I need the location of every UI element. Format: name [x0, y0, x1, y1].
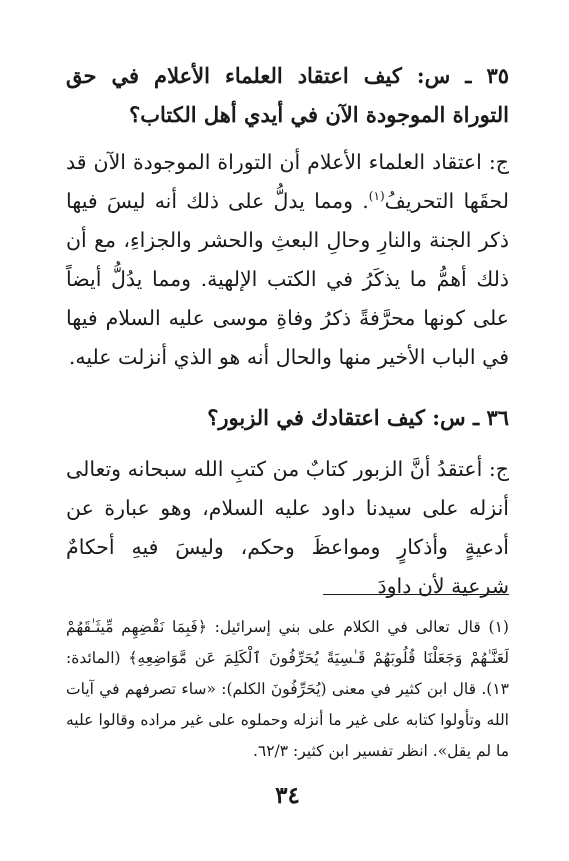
footnote-divider	[323, 594, 509, 595]
answer-35-text-part1: اعتقاد العلماء الأعلام أن التوراة الموجودة الآن قد لحقَها التحريفُ	[66, 150, 509, 213]
question-35	[66, 56, 509, 134]
answer-35-label: ج:	[488, 150, 509, 174]
answer-35	[66, 143, 509, 377]
footnote-1	[66, 612, 509, 767]
question-36-text: كيف اعتقادك في الزبور؟	[207, 405, 425, 430]
answer-36-label: ج:	[488, 457, 509, 481]
question-35-text: كيف اعتقاد العلماء الأعلام في حق التوراة الموجودة الآن في أيدي أهل الكتاب؟	[66, 63, 509, 127]
page-number: ٣٤	[275, 782, 300, 809]
book-page	[66, 0, 509, 861]
question-36-label: ٣٦ ـ س:	[432, 405, 509, 430]
footnote-marker: (١)	[488, 618, 509, 636]
question-36	[66, 398, 509, 437]
question-35-label: ٣٥ ـ س:	[416, 63, 510, 88]
answer-36-text: أعتقدُ أنَّ الزبور كتابٌ من كتبِ الله سبحانه وتعالى أنزله على سيدنا داود عليه السلام، وهو عبارة عن أدعيةٍ وأذكارٍ ومواعظَ وحكم، وليسَ فيهِ أحكامٌ شرعية لأن داودَ	[66, 457, 509, 598]
answer-35-text-part2: . ومما يدلُّ على ذلك أنه ليسَ فيها ذكر الجنة والنارِ وحالِ البعثِ والحشر والجزاءِ، مع أن ذلك أهمُّ ما يذكَرُ في الكتب الإلهية. ومما يدُلُّ أيضاً على كونها محرَّفةً ذكرُ وفاةِ موسى عليه السلام فيها في الباب الأخير منها والحال أنه هو الذي أنزلت عليه.	[66, 189, 509, 369]
footnote-text: قال تعالى في الكلام على بني إسرائيل: ﴿فَبِمَا نَقْضِهِم مِّيثَـٰقَهُمْ لَعَنَّـٰهُمْ وَجَعَلْنَا قُلُوبَهُمْ قَـٰسِيَةً يُحَرِّفُونَ ٱلْكَلِمَ عَن مَّوَاضِعِهِ﴾ (المائدة: ١٣). قال ابن كثير في معنى (يُحَرِّفُونَ الكلم): «ساء تصرفهم في آيات الله وتأولوا كتابه على غير ما أنزله وحملوه على غير مراده وقالوا عليه ما لم يقل». انظر تفسير ابن كثير: ٦٢/٣.	[66, 618, 509, 760]
footnote-reference[interactable]: (١)	[368, 189, 385, 204]
answer-36	[66, 450, 509, 606]
